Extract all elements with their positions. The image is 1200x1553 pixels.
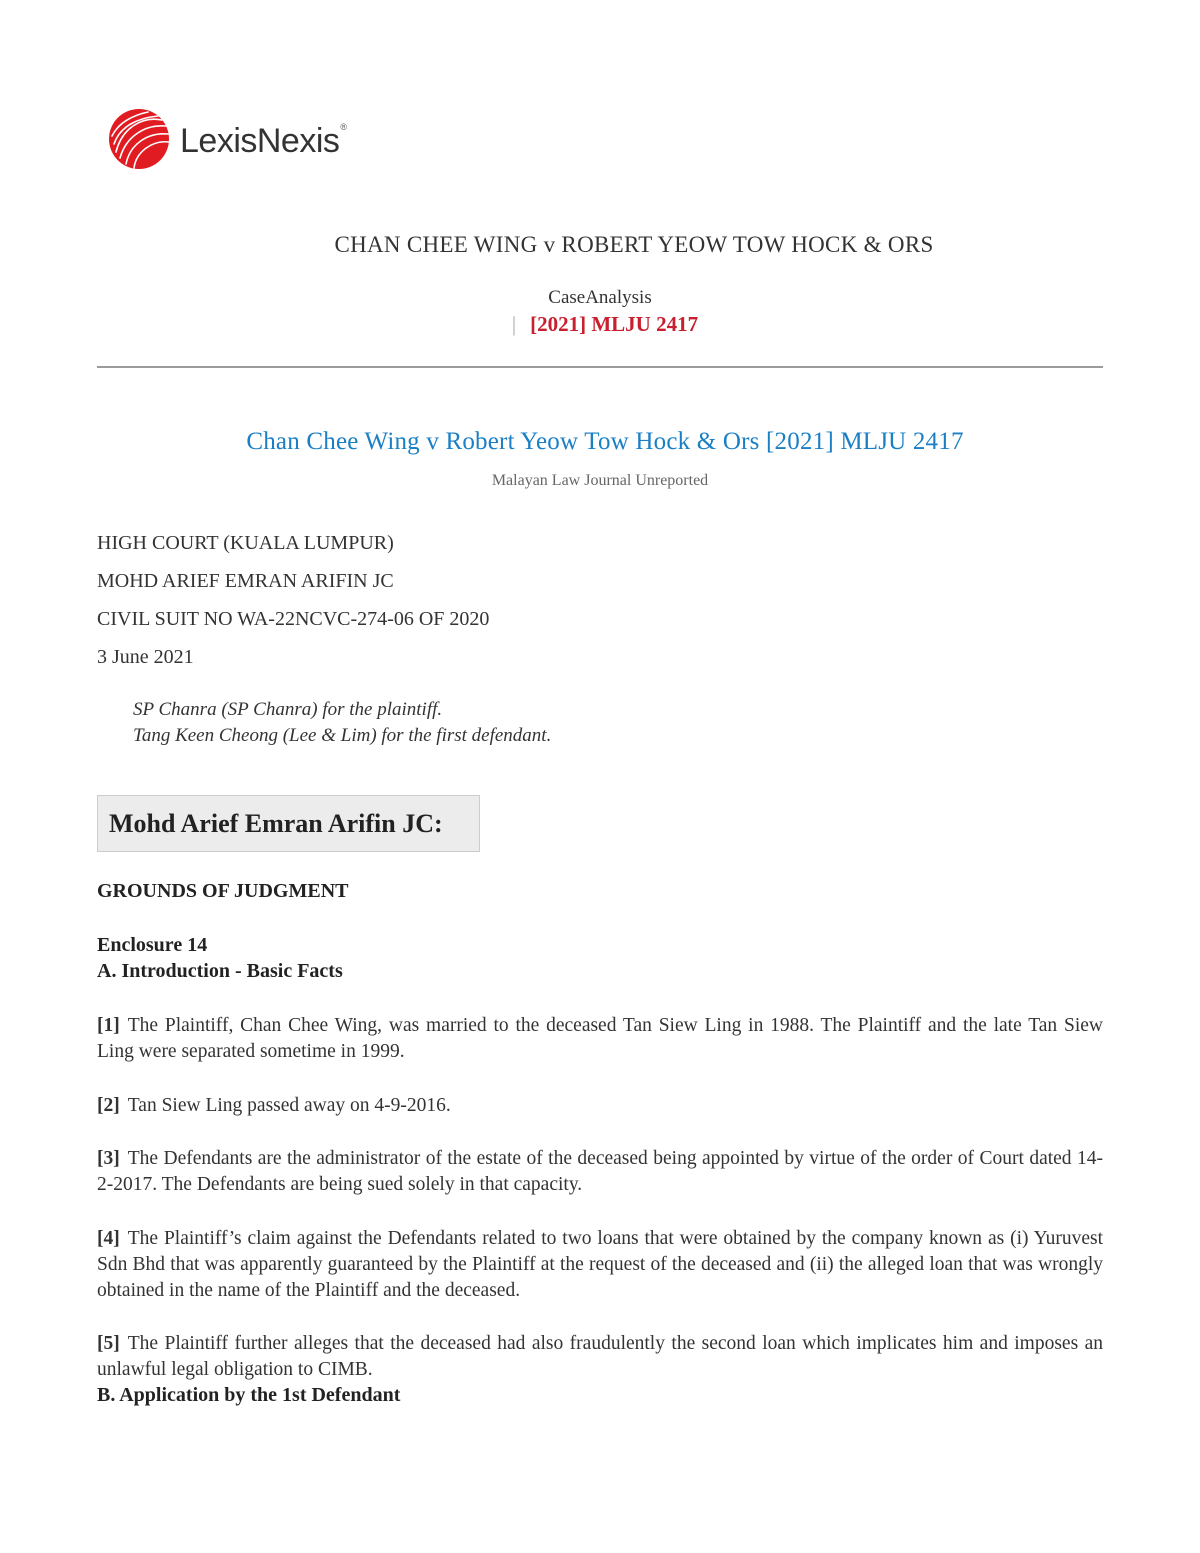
counsel-defendant: Tang Keen Cheong (Lee & Lim) for the first defendant.: [133, 725, 552, 746]
lexisnexis-logo: [108, 108, 347, 170]
citation[interactable]: [2021] MLJU 2417: [530, 312, 699, 336]
section-a-heading: A. Introduction - Basic Facts: [97, 960, 343, 982]
paragraph-5: [97, 1331, 1103, 1383]
paragraph-1: [97, 1013, 1103, 1065]
paragraph-text: Tan Siew Ling passed away on 4-9-2016.: [127, 1095, 451, 1116]
paragraph-3: [97, 1146, 1103, 1198]
logo-text: LexisNexis®: [180, 121, 347, 160]
paragraph-number: [3]: [97, 1148, 120, 1169]
paragraph-number: [5]: [97, 1333, 120, 1354]
case-analysis-label: CaseAnalysis: [548, 287, 652, 308]
case-full-title[interactable]: Chan Chee Wing v Robert Yeow Tow Hock & Ors [2021] MLJU 2417: [246, 428, 964, 455]
section-b-heading: B. Application by the 1st Defendant: [97, 1384, 401, 1406]
counsel-plaintiff: SP Chanra (SP Chanra) for the plaintiff.: [133, 699, 443, 720]
paragraph-2: [97, 1093, 1103, 1119]
paragraph-text: The Plaintiff, Chan Chee Wing, was married to the deceased Tan Siew Ling in 1988. The Plaintiff and the late Tan Siew Ling were separated sometime in 1999.: [97, 1015, 1103, 1062]
paragraph-4: [97, 1226, 1103, 1304]
judge-name: MOHD ARIEF EMRAN ARIFIN JC: [97, 570, 394, 592]
grounds-heading: GROUNDS OF JUDGMENT: [97, 880, 349, 902]
paragraph-number: [1]: [97, 1015, 120, 1036]
enclosure-heading: Enclosure 14: [97, 934, 208, 956]
paragraph-text: The Plaintiff’s claim against the Defendants related to two loans that were obtained by the company known as (i) Yuruvest Sdn Bhd that was apparently guaranteed by the Plaintiff at the request of the deceased and (ii) the alleged loan that was wrongly obtained in the name of the Plaintiff and the deceased.: [97, 1228, 1103, 1301]
judgment-date: 3 June 2021: [97, 646, 194, 668]
lexisnexis-globe-icon: [108, 108, 170, 170]
citation-line: [0, 312, 1200, 337]
header-divider: [97, 366, 1103, 368]
case-header-title: CHAN CHEE WING v ROBERT YEOW TOW HOCK & ORS: [334, 232, 934, 257]
court-name: HIGH COURT (KUALA LUMPUR): [97, 532, 394, 554]
paragraph-number: [4]: [97, 1228, 120, 1249]
judge-heading: Mohd Arief Emran Arifin JC:: [109, 808, 443, 838]
paragraph-number: [2]: [97, 1095, 120, 1116]
paragraph-text: The Defendants are the administrator of the estate of the deceased being appointed by virtue of the order of Court dated 14-2-2017. The Defendants are being sued solely in that capacity.: [97, 1148, 1103, 1195]
journal-name: Malayan Law Journal Unreported: [491, 472, 709, 489]
paragraph-text: The Plaintiff further alleges that the deceased had also fraudulently the second loan which implicates him and imposes an unlawful legal obligation to CIMB.: [97, 1333, 1103, 1380]
citation-separator: |: [511, 312, 517, 336]
suit-number: CIVIL SUIT NO WA-22NCVC-274-06 OF 2020: [97, 608, 490, 630]
judge-heading-box: [97, 795, 480, 852]
